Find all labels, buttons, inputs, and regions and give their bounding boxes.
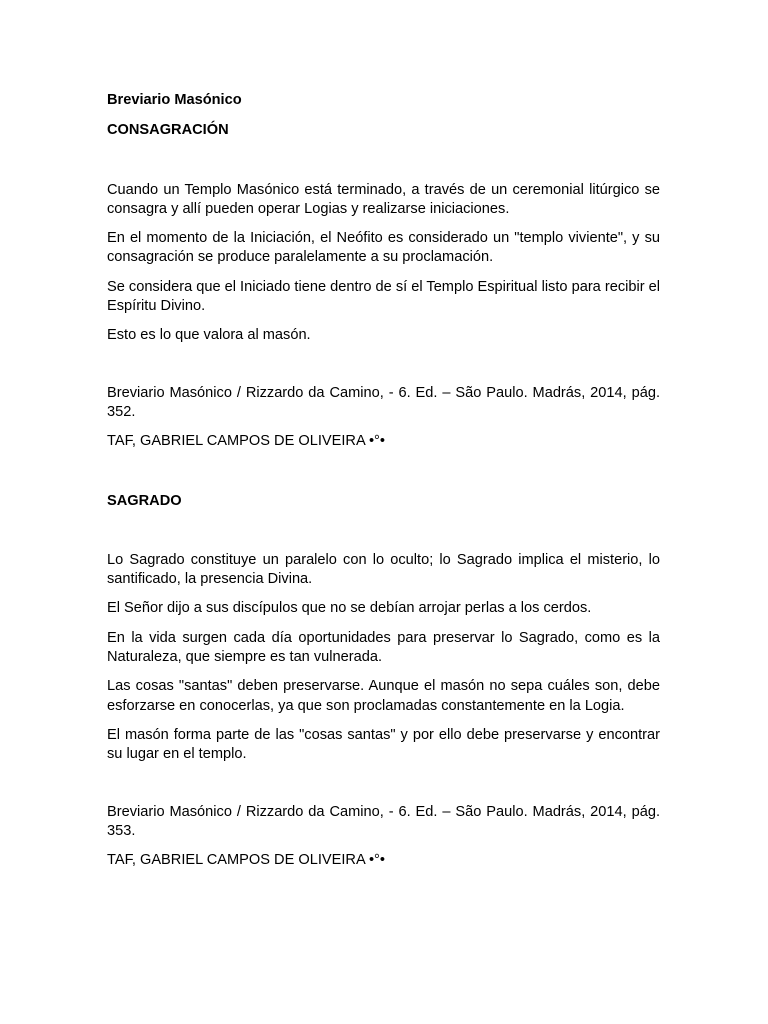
paragraph: Lo Sagrado constituye un paralelo con lo oculto; lo Sagrado implica el misterio, lo santificado, la presencia Divina. xyxy=(107,551,660,588)
paragraph: En la vida surgen cada día oportunidades para preservar lo Sagrado, como es la Naturaleza, que siempre es tan vulnerada. xyxy=(107,629,660,666)
paragraph: En el momento de la Iniciación, el Neófito es considerado un "templo viviente", y su consagración se produce paralelamente a su proclamación. xyxy=(107,230,660,266)
paragraph: Las cosas "santas" deben preservarse. Aunque el masón no sepa cuáles son, debe esforzarse en conocerlas, ya que son proclamadas constantemente en la Logia. xyxy=(107,678,660,714)
paragraph: El Señor dijo a sus discípulos que no se debían arrojar perlas a los cerdos. xyxy=(107,600,592,617)
bibliographic-reference: Breviario Masónico / Rizzardo da Camino, - 6. Ed. – São Paulo. Madrás, 2014, pág. 352. xyxy=(107,384,660,420)
section-heading-sagrado: SAGRADO xyxy=(107,492,182,509)
document-body xyxy=(107,91,660,870)
paragraph: Esto es lo que valora al masón. xyxy=(107,327,311,344)
paragraph: Cuando un Templo Masónico está terminado, a través de un ceremonial litúrgico se consagra y allí pueden operar Logias y realizarse iniciaciones. xyxy=(107,181,660,217)
bibliographic-reference: Breviario Masónico / Rizzardo da Camino, - 6. Ed. – São Paulo. Madrás, 2014, pág. 353. xyxy=(107,803,660,839)
document-title: Breviario Masónico xyxy=(107,92,242,108)
author-signature: TAF, GABRIEL CAMPOS DE OLIVEIRA •°• xyxy=(107,433,385,450)
author-signature: TAF, GABRIEL CAMPOS DE OLIVEIRA •°• xyxy=(107,852,385,869)
paragraph: El masón forma parte de las "cosas santas" y por ello debe preservarse y encontrar su lugar en el templo. xyxy=(107,726,660,763)
paragraph: Se considera que el Iniciado tiene dentro de sí el Templo Espiritual listo para recibir el Espíritu Divino. xyxy=(107,278,660,315)
section-heading-consagracion: CONSAGRACIÓN xyxy=(107,122,229,139)
